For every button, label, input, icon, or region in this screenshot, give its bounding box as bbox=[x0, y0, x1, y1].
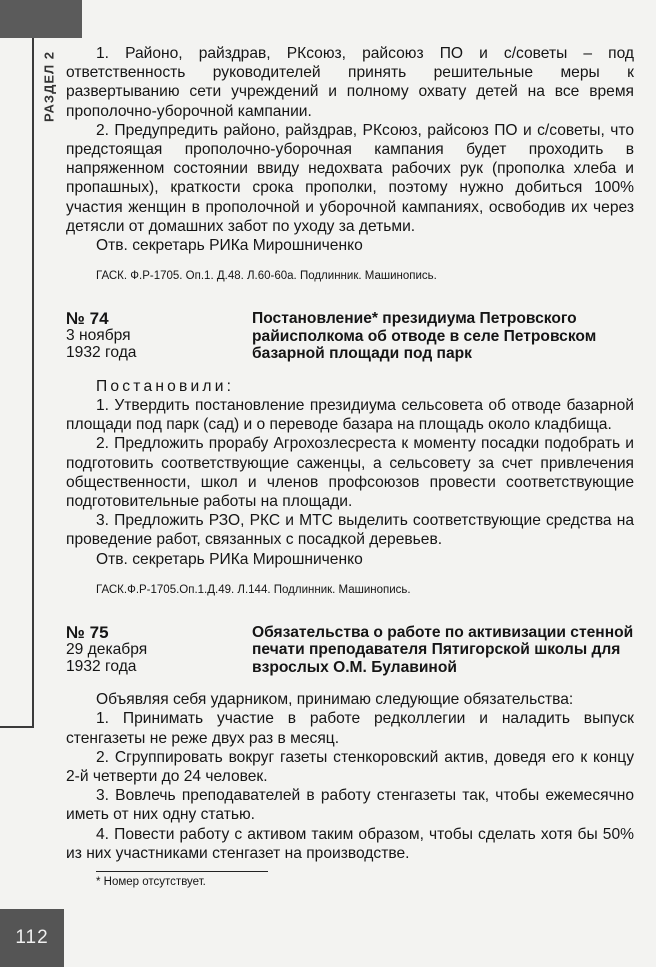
signature-1: Отв. секретарь РИКа Мирошниченко bbox=[96, 237, 363, 255]
doc-75-title: Обязательства о работе по активизации стенной печати преподавателя Пятигорской школы для взрослых О.М. Булавиной bbox=[252, 623, 634, 676]
doc-75-number: № 75 bbox=[66, 622, 109, 642]
paragraph-1: 1. Районо, райздрав, РКсоюз, райсоюз ПО и с/советы – под ответственность руководителей принять решительные меры к развертыванию сети учреждений и полному охвату детей на все время прополочно-уборочной кампании. bbox=[66, 45, 634, 120]
section-label-text: РАЗДЕЛ 2 bbox=[41, 51, 57, 122]
section-label bbox=[38, 45, 60, 135]
doc-74-header bbox=[66, 310, 634, 363]
doc-75-item-2: 2. Сгруппировать вокруг газеты стенкоровский актив, доведя его к концу 2-й четверти до 24 человек. bbox=[66, 748, 634, 786]
doc-75-header bbox=[66, 624, 634, 677]
side-frame bbox=[0, 38, 34, 728]
footnote-divider bbox=[96, 871, 268, 872]
doc-75-meta bbox=[66, 624, 252, 677]
page-number: 112 bbox=[0, 909, 64, 967]
doc-74-signature: Отв. секретарь РИКа Мирошниченко bbox=[96, 550, 363, 568]
doc-74-item-3: 3. Предложить РЗО, РКС и МТС выделить соответствующие средства на проведение работ, связанных с посадкой деревьев. bbox=[66, 512, 634, 549]
doc-75-intro: Объявляя себя ударником, принимаю следующие обязательства: bbox=[96, 691, 574, 709]
doc-75-item-4: 4. Повести работу с активом таким образом, чтобы сделать хотя бы 50% из них участниками стенгазет на производстве. bbox=[66, 825, 634, 862]
doc-74-date-year: 1932 года bbox=[66, 344, 137, 362]
doc-75-date-day: 29 декабря bbox=[66, 640, 148, 658]
doc-74-decreed: Постановили: bbox=[96, 377, 235, 395]
doc-74-item-1: 1. Утвердить постановление президиума сельсовета об отводе базарной площади под парк (сад) и о переводе базара на площадь около кладбища. bbox=[66, 396, 634, 434]
footnote: * Номер отсутствует. bbox=[96, 876, 206, 889]
corner-tab bbox=[0, 0, 82, 38]
doc-75-date-year: 1932 года bbox=[66, 657, 137, 675]
doc-74-item-2: 2. Предложить прорабу Агрохозлесреста к моменту посадки подобрать и подготовить соответствующие саженцы, а сельсовету за счет привлечения общественности, школ и членов профсоюзов провести соответствующие подготовительные работы на площади. bbox=[66, 435, 634, 510]
doc-74-source: ГАСК.Ф.Р-1705.Оп.1.Д.49. Л.144. Подлинник. Машинопись. bbox=[96, 583, 411, 596]
doc-74-title: Постановление* президиума Петровского райисполкома об отводе в селе Петровском базарной площади под парк bbox=[252, 310, 597, 363]
archive-source-1: ГАСК. Ф.Р-1705. Оп.1. Д.48. Л.60-60а. Подлинник. Машинопись. bbox=[96, 270, 437, 283]
doc-74-meta bbox=[66, 310, 252, 363]
doc-74-number: № 74 bbox=[66, 309, 109, 329]
page-content bbox=[66, 44, 634, 889]
doc-75-item-1: 1. Принимать участие в работе редколлегии и наладить выпуск стенгазеты не реже двух раз в месяц. bbox=[66, 710, 634, 747]
doc-75-item-3: 3. Вовлечь преподавателей в работу стенгазеты так, чтобы ежемесячно иметь от них одну статью. bbox=[66, 787, 634, 824]
doc-74-date-day: 3 ноября bbox=[66, 327, 131, 345]
paragraph-2: 2. Предупредить районо, райздрав, РКсоюз, райсоюз ПО и с/советы, что предстоящая прополочно-уборочная кампания будет проходить в напряженном состоянии ввиду недохвата рабочих рук (прополка хлеба и пропашных), краткости срока прополки, поэтому нужно добиться 100% участия женщин в прополочной и уборочной кампаниях, освободив их через детясли от домашних забот по уходу за детьми. bbox=[66, 121, 634, 235]
